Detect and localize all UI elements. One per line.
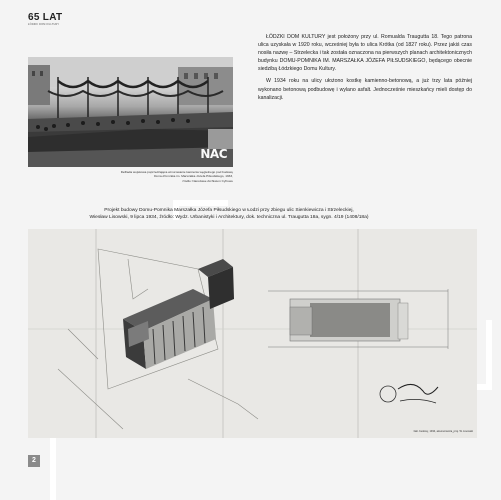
article-text bbox=[258, 33, 472, 106]
page-header bbox=[28, 12, 62, 26]
header-subtitle: ŁÓDZKI DOM KULTURY bbox=[28, 23, 60, 26]
drawing-credit: fakt. budowy, 1934, aksonometria_proj. W. Lisowski bbox=[413, 430, 473, 433]
plan-caption-line-2: Wiesław Lisowski, 9 lipca 1934, źródło: Wydz. Urbanistyki i Architektury, dok. techniczna ul. Traugutta 18a, sygn. 4/19 (1408/18a) bbox=[89, 215, 369, 221]
plan-caption bbox=[60, 207, 398, 221]
plan-caption-line-1: Projekt budowy Domu-Pomnika Marszałka Józefa Piłsudskiego w Łodzi przy zbiegu ulic Sienkiewicza i Strzeleckiej, bbox=[104, 208, 354, 213]
historic-photo bbox=[28, 57, 233, 167]
drawing-illustration bbox=[28, 229, 477, 438]
page-number-badge: 2 bbox=[28, 455, 40, 467]
photo-caption-line-3: źródło: Narodowe Archiwum Cyfrowe bbox=[182, 178, 233, 183]
article-paragraph-1: ŁÓDZKI DOM KULTURY jest położony przy ul. Romualda Traugutta 18. Tego patrona ulica uzyskała w 1920 roku, wcześniej była to ulica Krótka (od 1827 roku). Przez jakiś czas nosiła nazwę – Strzelecka i tak została oznaczona na pierwszych planach architektonicznych budynku DOMU-POMNIKA IM. MARSZAŁKA JÓZEFA PIŁSUDSKIEGO, będącego obecnie siedzibą Łódzkiego Domu Kultury. bbox=[258, 34, 472, 73]
decorative-bar-top bbox=[173, 200, 228, 206]
photo-caption-line-2: Domu-Pomnika im. Marszałka Józefa Piłsudskiego, 1933, bbox=[154, 174, 233, 179]
photo-caption-line-1: Defilada wojskowa poprzedzająca wmurowanie kamienia węgielnego pod budowę bbox=[120, 170, 233, 174]
nac-watermark: NAC bbox=[200, 147, 227, 161]
architectural-drawing bbox=[28, 229, 477, 438]
article-paragraph-2: W 1934 roku na ulicy ułożono kostkę kamienno-betonową, a już trzy lata później wykonano betonową podbudowę i wylano asfalt. Jednocześnie mieszkańcy mieli dostęp do kanalizacji. bbox=[258, 78, 472, 101]
decorative-bar-right bbox=[486, 320, 492, 390]
header-title: 65 LAT bbox=[28, 12, 63, 23]
photo-caption bbox=[28, 170, 233, 183]
